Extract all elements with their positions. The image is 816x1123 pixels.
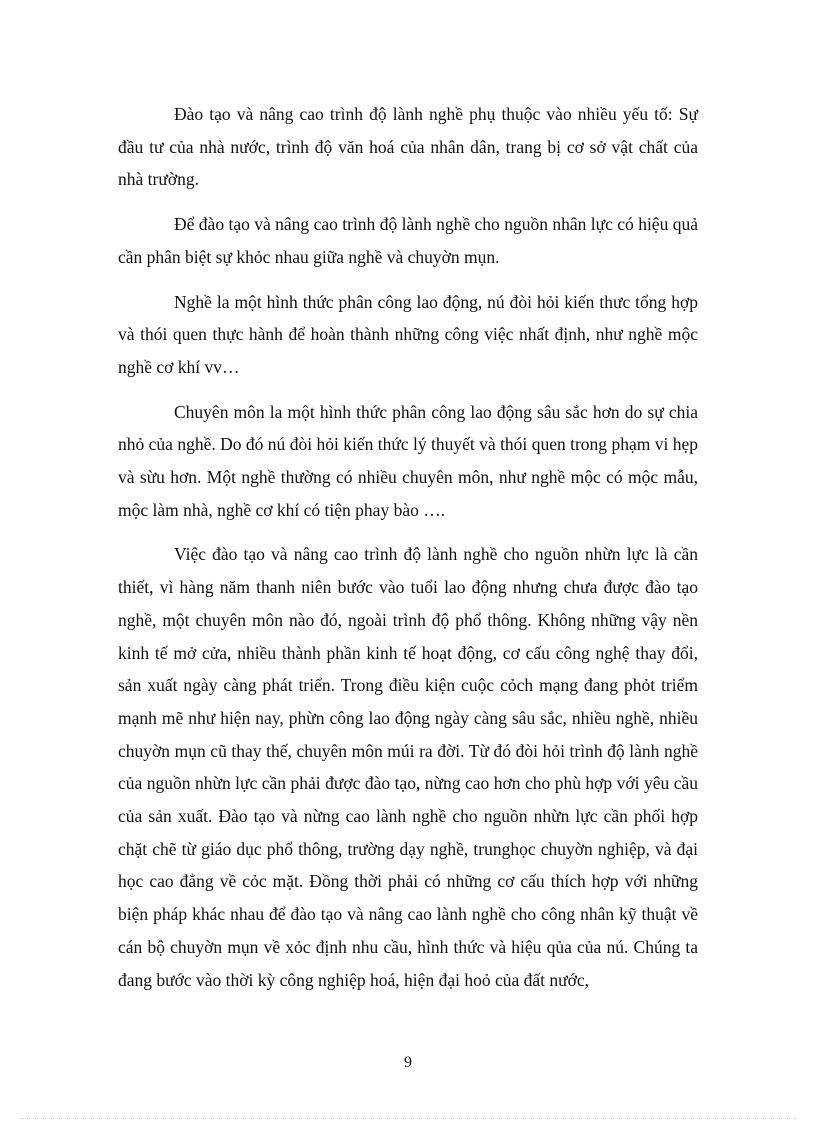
- page-bottom-divider: [20, 1118, 796, 1119]
- paragraph-1: Đào tạo và nâng cao trình độ lành nghề phụ thuộc vào nhiều yếu tố: Sự đầu tư của nhà nước, trình độ văn hoá của nhân dân, trang bị cơ sở vật chất của nhà trường.: [118, 104, 698, 190]
- paragraph-4: Chuyên môn la một hình thức phân công lao động sâu sắc hơn do sự chia nhỏ của nghề. Do đó nú đòi hỏi kiến thức lý thuyết và thói quen trong phạm vi hẹp và sừu hơn. Một nghề thường có nhiều chuyên môn, như nghề mộc có mộc mẫu, mộc làm nhà, nghề cơ khí có tiện phay bào ….: [118, 401, 698, 520]
- body-text: [118, 98, 698, 1008]
- paragraph-5: Việc đào tạo và nâng cao trình độ lành nghề cho nguồn nhừn lực là cần thiết, vì hàng năm thanh niên bước vào tuổi lao động nhưng chưa được đào tạo nghề, một chuyên môn nào đó, ngoài trình độ phổ thông. Không những vậy nền kinh tế mở cửa, nhiều thành phần kinh tế hoạt động, cơ cấu công nghệ thay đổi, sản xuất ngày càng phát triển. Trong điều kiện cuộc cỏch mạng đang phỏt triểm mạnh mẽ như hiện nay, phừn công lao động ngày càng sâu sắc, nhiều nghề, nhiều chuyờn mụn cũ thay thế, chuyên môn múi ra đời. Từ đó đòi hỏi trình độ lành nghề của nguồn nhừn lực cần phải được đào tạo, nừng cao hơn cho phù hợp với yêu cầu của sản xuất. Đào tạo và nừng cao lành nghề cho nguồn nhừn lực cần phối hợp chặt chẽ từ giáo dục phổ thông, trường dạy nghề, trunghọc chuyờn nghiệp, và đại học cao đẳng về cỏc mặt. Đồng thời phải có những cơ cấu thích hợp với những biện pháp khác nhau để đào tạo và nâng cao lành nghề cho công nhân kỹ thuật về cán bộ chuyờn mụn về xỏc định nhu cầu, hình thức và hiệu qủa của nú. Chúng ta đang bước vào thời kỳ công nghiệp hoá, hiện đại hoỏ của đất nước,: [118, 544, 698, 990]
- paragraph-2: Để đào tạo và nâng cao trình độ lành nghề cho nguồn nhân lực có hiệu quả cần phân biệt sự khỏc nhau giữa nghề và chuyờn mụn.: [118, 214, 698, 267]
- paragraph-3: Nghề la một hình thức phân công lao động, nú đòi hỏi kiến thưc tổng hợp và thói quen thực hành để hoàn thành những công việc nhất định, như nghề mộc nghề cơ khí vv…: [118, 291, 698, 377]
- page-number: 9: [404, 1054, 412, 1071]
